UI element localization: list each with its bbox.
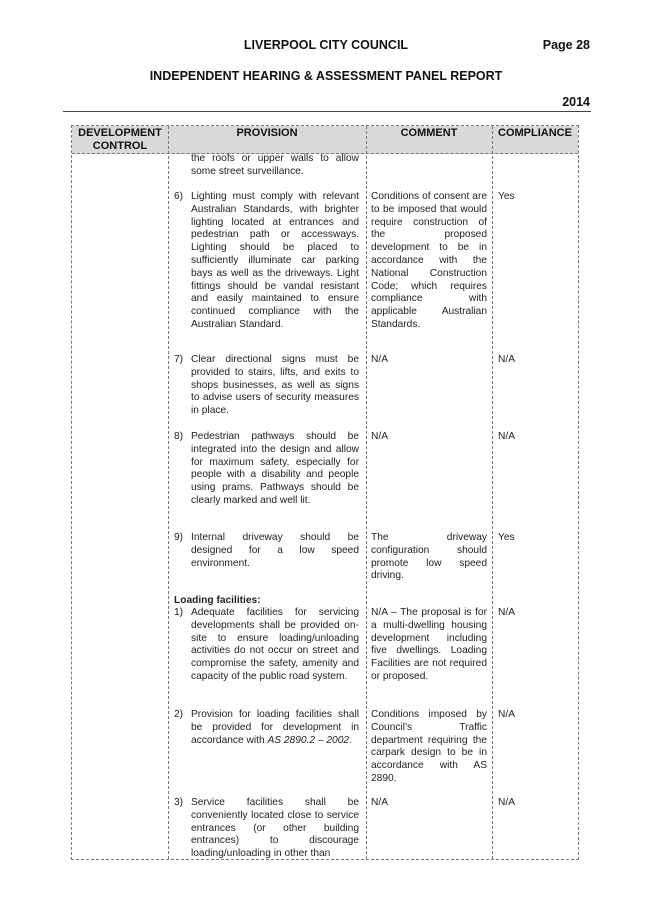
column-header-development-control: DEVELOPMENT CONTROL	[78, 127, 162, 152]
provision-continuation: the roofs or upper walls to allow some street surveillance.	[191, 153, 359, 177]
provision-text: Lighting must comply with relevant Australian Standards, with brighter lighting located at entrances and pedestrian path or accessways. Lighting should be placed to sufficiently illuminate car parking bays as well as the driveways. Light fittings should be vandal resistant and easily maintained to ensure continued compliance with the Australian Standard.	[191, 191, 359, 330]
provision-text: Adequate facilities for servicing developments shall be provided on-site to ensure loading/unloading activities do not occur on street and compromise the safety, amenity and capacity of the public road system.	[191, 607, 359, 682]
column-header-compliance: COMPLIANCE	[498, 127, 572, 139]
provision-number: 6)	[174, 191, 184, 202]
compliance-value: N/A	[498, 709, 515, 720]
comment-text: N/A	[371, 431, 388, 442]
column-divider	[366, 126, 367, 859]
column-header-comment: COMMENT	[400, 127, 458, 139]
compliance-value: Yes	[498, 191, 515, 202]
compliance-value: N/A	[498, 354, 515, 365]
compliance-value: N/A	[498, 797, 515, 808]
comment-text: N/A	[371, 797, 388, 808]
provision-number: 1)	[174, 607, 184, 618]
table-header-row	[72, 126, 578, 154]
provision-number: 8)	[174, 431, 184, 442]
provision-number: 9)	[174, 532, 184, 543]
column-divider	[492, 126, 493, 859]
report-title: INDEPENDENT HEARING & ASSESSMENT PANEL REPORT	[149, 69, 503, 83]
provision-text	[191, 709, 359, 747]
header-rule	[63, 111, 591, 112]
provision-text: Pedestrian pathways should be integrated into the design and allow for maximum safety, especially for people with a disability and people using prams. Pathways should be clearly marked and well lit.	[191, 431, 359, 506]
assessment-table	[71, 125, 579, 860]
comment-text: N/A	[371, 354, 388, 365]
provision-number: 3)	[174, 797, 184, 808]
standard-reference: AS 2890.2 – 2002	[267, 734, 350, 746]
compliance-value: N/A	[498, 431, 515, 442]
report-year: 2014	[562, 95, 590, 109]
provision-number: 2)	[174, 709, 184, 720]
provision-text-end: .	[349, 734, 352, 746]
provision-text: Service facilities shall be conveniently located close to service entrances (or other building entrances) to discourage loading/unloading in other than	[191, 797, 359, 860]
comment-text: Conditions of consent are to be imposed that would require construction of the proposed development to be in accordance with the National Construction Code; which requires compliance with applicable Australian Standards.	[371, 191, 487, 330]
provision-text-main: Provision for loading facilities shall be provided for development in accordance with	[191, 709, 359, 746]
comment-text: Conditions imposed by Council’s Traffic department requiring the carpark design to be in accordance with AS 2890.	[371, 709, 487, 784]
provision-number: 7)	[174, 354, 184, 365]
comment-text: The driveway configuration should promote low speed driving.	[371, 532, 487, 582]
section-heading-loading-facilities: Loading facilities:	[174, 595, 261, 606]
provision-text: Clear directional signs must be provided to stairs, lifts, and exits to shops businesses, as well as signs to advise users of security measures in place.	[191, 354, 359, 417]
council-name: LIVERPOOL CITY COUNCIL	[243, 38, 409, 52]
compliance-value: N/A	[498, 607, 515, 618]
column-divider	[168, 126, 169, 859]
column-header-provision: PROVISION	[236, 127, 298, 139]
comment-text: N/A – The proposal is for a multi-dwelling housing development including five dwellings. Loading Facilities are not required or proposed.	[371, 607, 487, 682]
provision-text: Internal driveway should be designed for a low speed environment.	[191, 532, 359, 569]
compliance-value: Yes	[498, 532, 515, 543]
page-number: Page 28	[542, 38, 590, 52]
